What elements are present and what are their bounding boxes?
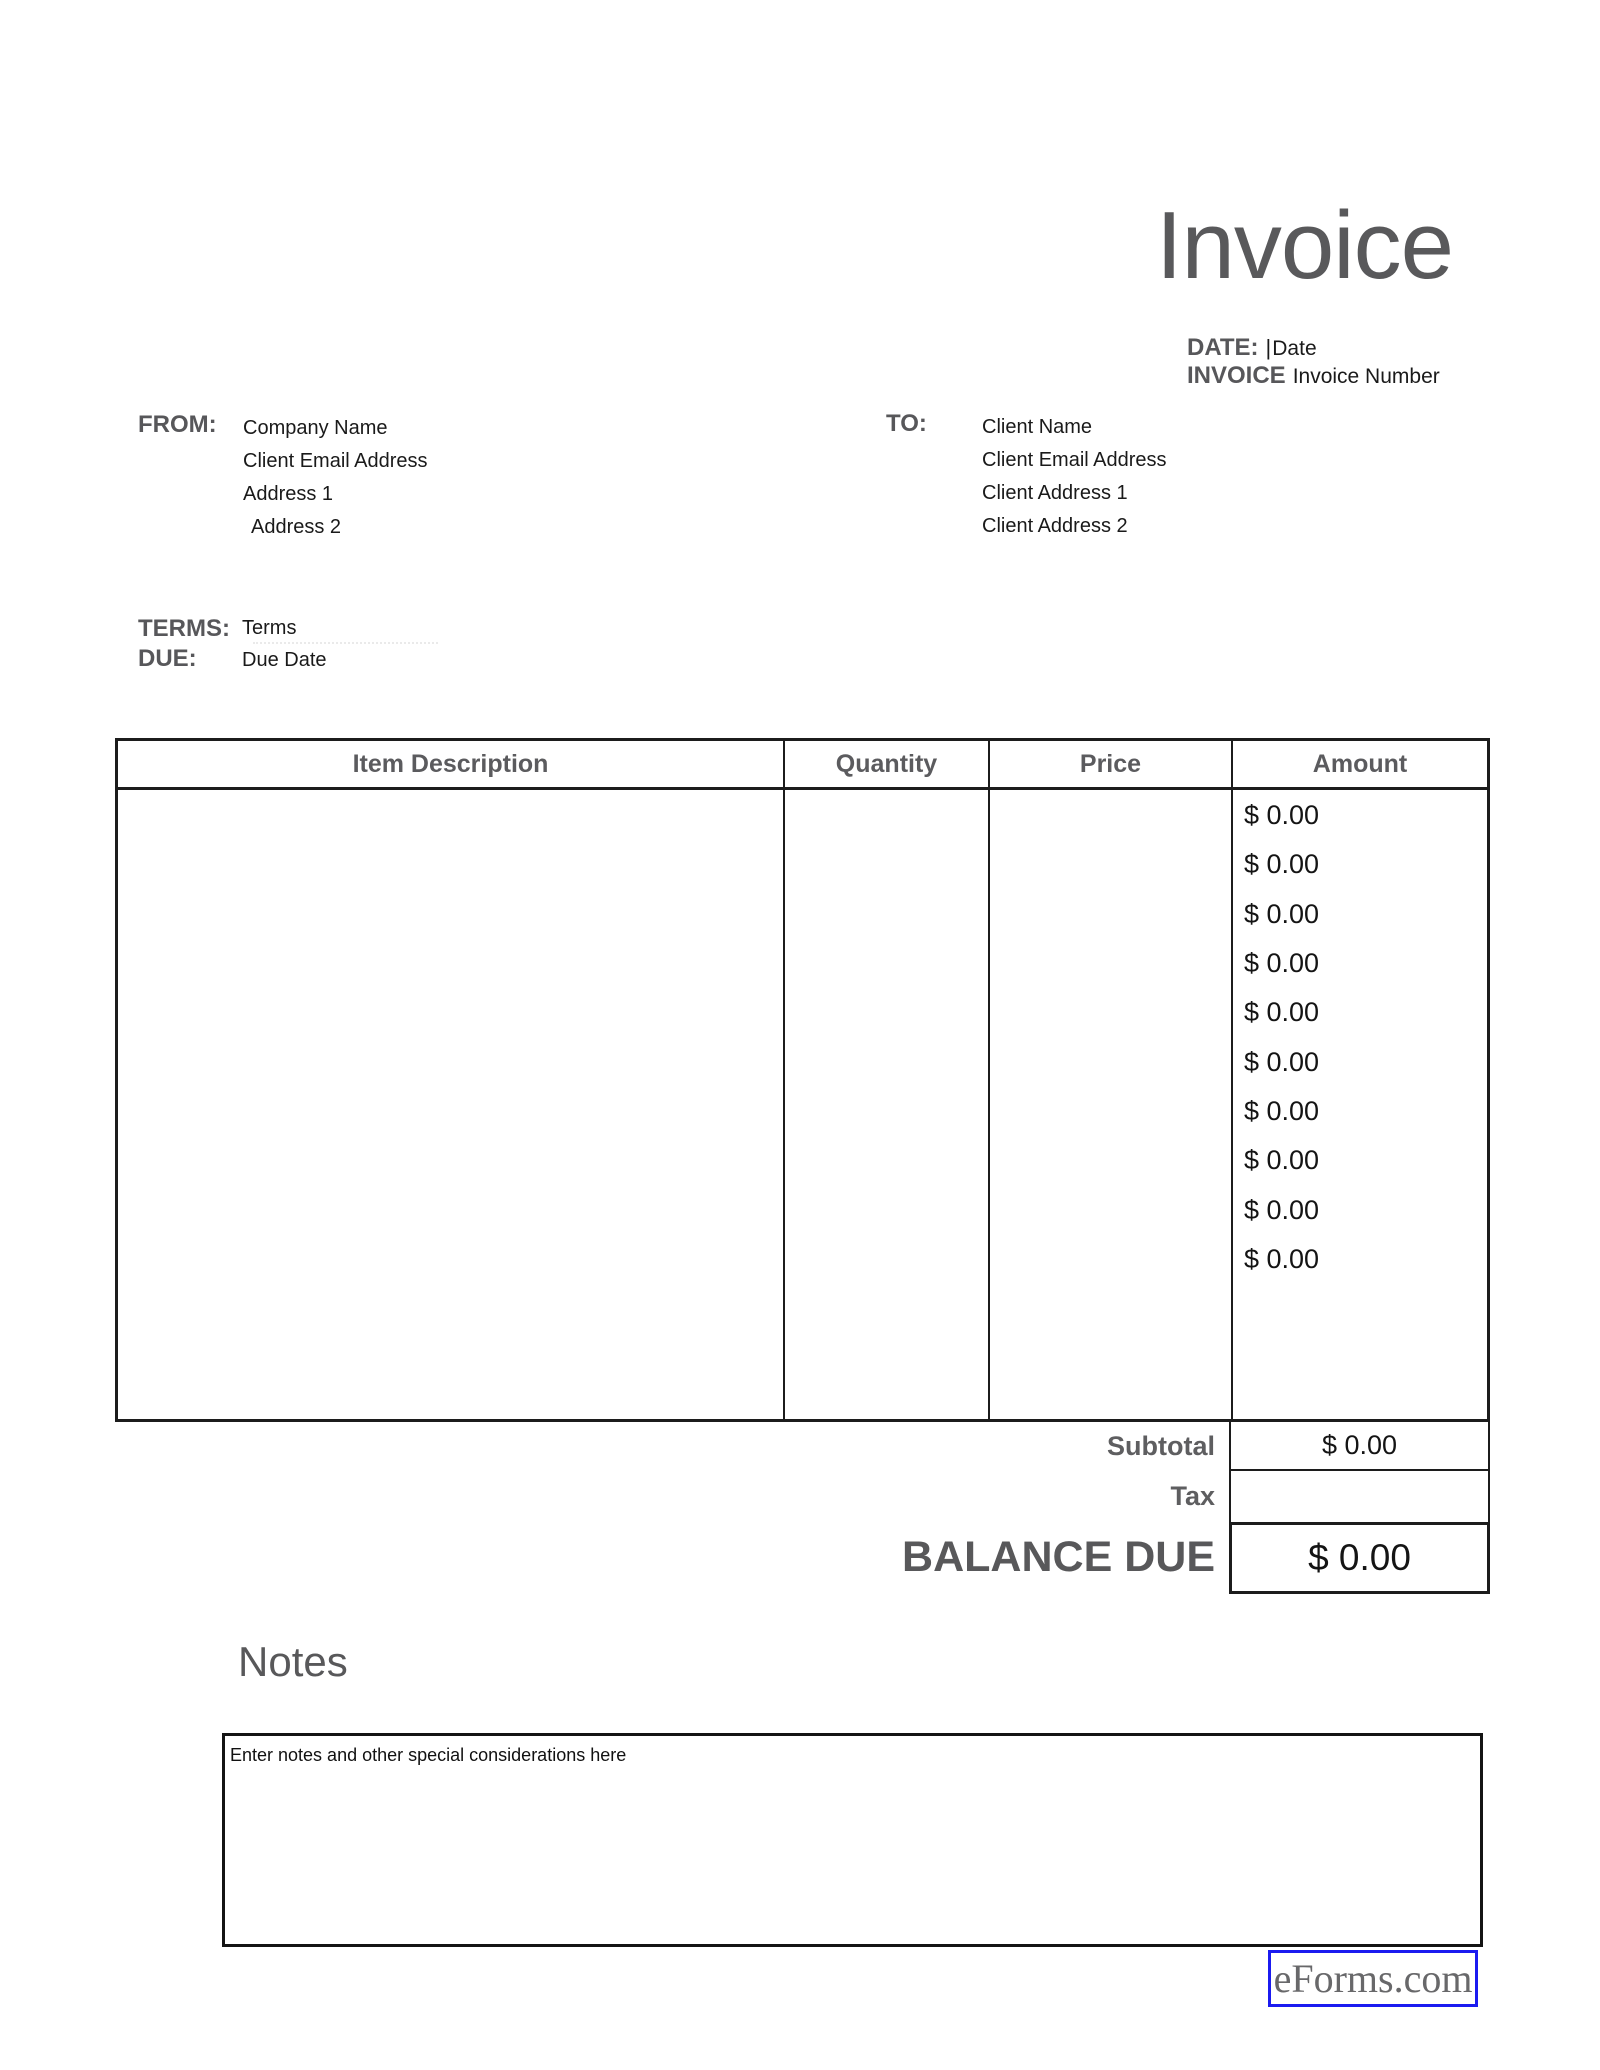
eforms-logo-link[interactable] — [1268, 1950, 1478, 2007]
amount-value: $ 0.00 — [1244, 849, 1320, 880]
amount-value: $ 0.00 — [1244, 1194, 1320, 1225]
from-address2-field[interactable]: Address 2 — [251, 516, 342, 538]
table-header-row — [118, 741, 1487, 790]
amount-value: $ 0.00 — [1244, 1145, 1320, 1176]
item-description-cell[interactable] — [118, 790, 783, 1419]
notes-heading: Notes — [238, 1638, 348, 1685]
terms-field[interactable]: Terms — [242, 617, 297, 639]
faded-field-underline — [253, 642, 438, 644]
amount-value: $ 0.00 — [1244, 997, 1320, 1028]
amount-value: $ 0.00 — [1244, 1095, 1320, 1126]
to-email-field[interactable]: Client Email Address — [982, 449, 1167, 471]
balance-due-label: BALANCE DUE — [902, 1533, 1215, 1581]
amount-value: $ 0.00 — [1244, 800, 1320, 831]
due-date-field[interactable]: Due Date — [242, 649, 327, 671]
invoice-label: INVOICE — [1187, 362, 1286, 389]
tax-label: Tax — [1170, 1481, 1215, 1511]
from-block — [243, 412, 428, 544]
header-amount: Amount — [1231, 741, 1487, 787]
table-body — [118, 790, 1487, 1419]
amount-value: $ 0.00 — [1244, 948, 1320, 979]
quantity-cell[interactable] — [783, 790, 988, 1419]
amount-value: $ 0.00 — [1244, 1046, 1320, 1077]
from-address1-field[interactable]: Address 1 — [243, 483, 334, 505]
amount-value: $ 0.00 — [1244, 1243, 1320, 1274]
to-address1-field[interactable]: Client Address 1 — [982, 482, 1128, 504]
amount-value: $ 0.00 — [1244, 898, 1320, 929]
from-company-field[interactable]: Company Name — [243, 417, 388, 439]
header-quantity: Quantity — [783, 741, 988, 787]
to-block — [982, 411, 1167, 543]
subtotal-label: Subtotal — [1107, 1431, 1215, 1461]
price-cell[interactable] — [988, 790, 1231, 1419]
invoice-number-line — [1187, 362, 1440, 390]
page-title: Invoice — [1155, 192, 1453, 299]
eforms-logo-text: eForms.com — [1273, 1955, 1473, 2001]
to-address2-field[interactable]: Client Address 2 — [982, 515, 1128, 537]
to-client-name-field[interactable]: Client Name — [982, 416, 1093, 438]
balance-due-value: $ 0.00 — [1229, 1522, 1490, 1594]
amount-cell — [1231, 790, 1487, 1419]
notes-textarea[interactable] — [222, 1733, 1483, 1947]
text-cursor: | — [1265, 335, 1272, 360]
from-email-field[interactable]: Client Email Address — [243, 450, 428, 472]
totals-boxes — [1229, 1422, 1490, 1594]
header-item-description: Item Description — [352, 749, 549, 778]
from-label: FROM: — [138, 411, 217, 438]
date-label: DATE: — [1187, 334, 1259, 361]
subtotal-value: $ 0.00 — [1229, 1422, 1490, 1471]
date-line — [1187, 334, 1317, 362]
date-field[interactable]: Date — [1272, 337, 1317, 360]
notes-placeholder: Enter notes and other special considerations here — [230, 1745, 627, 1765]
due-label: DUE: — [138, 645, 197, 672]
terms-label: TERMS: — [138, 615, 230, 642]
invoice-number-field[interactable]: Invoice Number — [1292, 365, 1440, 388]
to-label: TO: — [886, 410, 927, 437]
header-price: Price — [988, 741, 1231, 787]
tax-value-field[interactable] — [1229, 1471, 1490, 1522]
line-items-table — [115, 738, 1490, 1422]
